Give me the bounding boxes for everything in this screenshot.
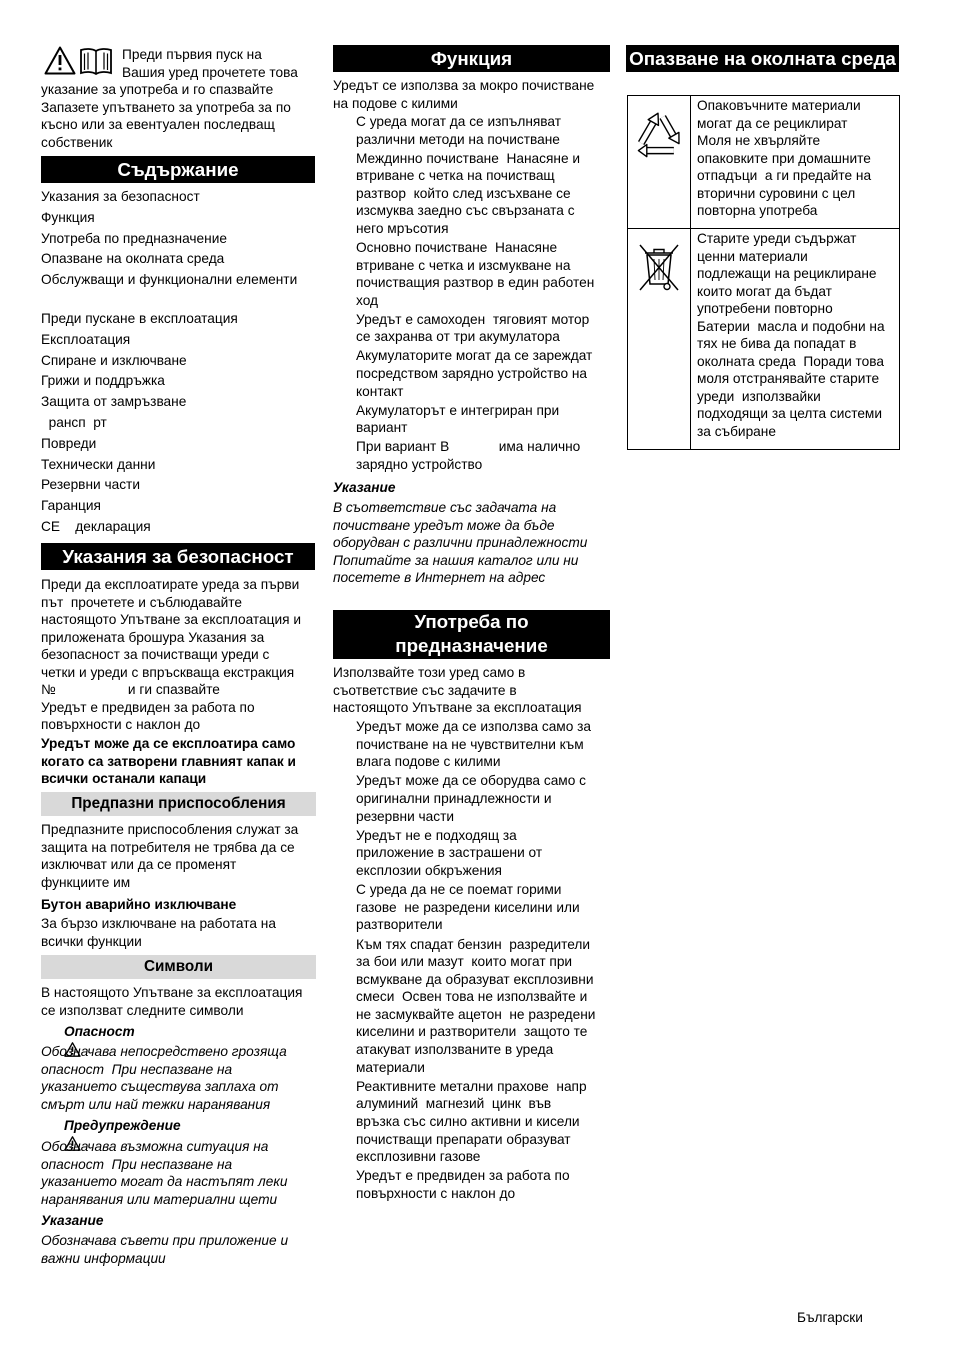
italic-line: оборудван с различни принадлежности bbox=[333, 535, 588, 551]
italic-line: Обозначава непосредствено грозяща bbox=[41, 1044, 287, 1059]
toc-item: Повреди bbox=[41, 435, 97, 451]
list-item-line: При вариант В има налично bbox=[356, 439, 581, 455]
list-item-line: почистване на не чувствителни към bbox=[356, 736, 584, 752]
table-text-line: подходящи за целта системи bbox=[697, 406, 882, 422]
toc-item: Функция bbox=[41, 209, 95, 225]
list-item-line: резервни части bbox=[356, 808, 455, 824]
bold-line: Уредът може да се експлоатира само bbox=[41, 736, 296, 751]
table-text-line: Опаковъчните материали bbox=[697, 98, 861, 113]
list-item bbox=[356, 150, 594, 238]
list-item-line: повърхности с наклон до bbox=[356, 1186, 516, 1201]
paragraph-line: защита на потребителя не трябва да се bbox=[41, 839, 295, 855]
list-item-line: различни методи на почистване bbox=[356, 131, 560, 147]
toc-item: Преди пускане в експлоатация bbox=[41, 311, 238, 326]
list-item-line: разтворители bbox=[356, 917, 443, 933]
italic-line: посетете в Интернет на адрес bbox=[333, 570, 546, 586]
intro-text-continued bbox=[41, 81, 291, 151]
toc-item: рансп рт bbox=[41, 414, 107, 430]
italic-line: почистване уредът може да бъде bbox=[333, 517, 555, 533]
table-text-line: Моля не хвърляйте bbox=[697, 133, 821, 149]
paragraph-line: се използват следните символи bbox=[41, 1002, 244, 1018]
toc-item: Обслужващи и функционални елементи bbox=[41, 272, 298, 288]
list-item bbox=[356, 881, 595, 934]
page-language-footer: Български bbox=[797, 1310, 863, 1325]
list-item-line: Уредът е предвиден за работа по bbox=[356, 1168, 570, 1184]
environment-table bbox=[627, 95, 900, 450]
intro-line: късно или за евентуален последващ bbox=[41, 117, 275, 133]
list-item bbox=[356, 718, 595, 771]
function-note-text bbox=[333, 499, 587, 587]
italic-line: важни информации bbox=[41, 1250, 166, 1266]
paragraph-line: настоящото Упътване за експлоатация bbox=[333, 700, 582, 716]
toc-item: Указания за безопасност bbox=[41, 189, 200, 204]
list-item bbox=[356, 239, 594, 309]
list-item-line: не засмуквайте ацетон не разредени bbox=[356, 1006, 596, 1022]
italic-line: наранявания или материални щети bbox=[41, 1191, 278, 1207]
list-item-line: изсмуква заедно със свързаната с bbox=[356, 203, 575, 219]
list-item-line: връзка със силно активни и кисели bbox=[356, 1114, 580, 1130]
intended-use-list bbox=[356, 718, 595, 1203]
symbols-intro bbox=[41, 984, 302, 1019]
italic-line: Обозначава съвети при приложение и bbox=[41, 1233, 289, 1248]
protective-devices-heading bbox=[41, 792, 316, 816]
toc-item: Опазване на околната среда bbox=[41, 251, 225, 267]
paragraph-line: настоящото Упътване за експлоатация и bbox=[41, 612, 301, 628]
paragraph-line: четки и уреди с впръскваща екстракция bbox=[41, 664, 295, 680]
table-text-line: околната среда Поради това bbox=[697, 353, 884, 369]
table-row-divider bbox=[628, 228, 899, 229]
list-item-line: Акумулаторите могат да се зареждат bbox=[356, 348, 593, 364]
list-item-line: се захранва от три акумулатора bbox=[356, 329, 560, 345]
warning-label: Предупреждение bbox=[64, 1118, 181, 1133]
toc-list-continued bbox=[41, 309, 238, 538]
list-item bbox=[356, 1167, 595, 1202]
italic-line: В съответствие със задачата на bbox=[333, 500, 557, 515]
list-item-line: Основно почистване Нанасяне bbox=[356, 240, 558, 256]
paragraph-line: Предпазните приспособления служат за bbox=[41, 822, 299, 837]
toc-item: Защита от замръзване bbox=[41, 394, 187, 410]
intro-line: Запазете упътването за употреба за по bbox=[41, 99, 291, 115]
danger-label-row bbox=[41, 1023, 241, 1041]
protective-devices-heading-text: Предпазни приспособления bbox=[71, 795, 286, 812]
packaging-recycling-text bbox=[697, 97, 871, 220]
list-item-line: експлозии обкръжения bbox=[356, 862, 502, 878]
emergency-stop-text bbox=[41, 915, 276, 950]
paragraph-line: Уредът е предвиден за работа по bbox=[41, 699, 255, 715]
paragraph-line: За бързо изключване на работата на bbox=[41, 916, 276, 931]
list-item-line: зарядно устройство bbox=[356, 456, 483, 472]
toc-item: Употреба по предназначение bbox=[41, 230, 227, 246]
old-appliances-recycling-text bbox=[697, 230, 885, 441]
table-text-line: отпадъци а ги предайте на bbox=[697, 168, 872, 184]
list-item-line: за бои или мазут които могат при bbox=[356, 954, 573, 970]
table-text-line: подлежащи на рециклиране bbox=[697, 266, 877, 282]
table-text-line: които могат да бъдат bbox=[697, 283, 832, 299]
list-item-line: експлозивни газове bbox=[356, 1149, 481, 1165]
italic-line: Обозначава възможна ситуация на bbox=[41, 1139, 269, 1154]
table-text-line: повторна употреба bbox=[697, 203, 818, 219]
table-text-line: опаковките при домашните bbox=[697, 150, 871, 166]
table-text-line: могат да се рециклират bbox=[697, 115, 848, 131]
intended-use-heading-line: предназначение bbox=[395, 635, 548, 656]
environment-heading bbox=[626, 45, 899, 72]
table-text-line: ценни материали bbox=[697, 248, 808, 264]
intro-line: собственик bbox=[41, 134, 113, 150]
environment-heading-text: Опазване на околната среда bbox=[629, 48, 896, 69]
symbols-heading-text: Символи bbox=[143, 958, 214, 975]
table-text-line: вторични суровини с цел bbox=[697, 185, 856, 201]
table-text-line: Батерии масла и подобни на bbox=[697, 318, 885, 334]
danger-label: Опасност bbox=[64, 1024, 135, 1039]
function-list bbox=[356, 113, 594, 474]
list-item-line: приложение в застрашени от bbox=[356, 845, 543, 861]
list-item-line: Реактивните метални прахове напр bbox=[356, 1078, 587, 1094]
toc-item: Технически данни bbox=[41, 456, 156, 472]
list-item bbox=[356, 402, 594, 437]
symbols-heading bbox=[41, 955, 316, 979]
italic-line: указанието съществува заплаха от bbox=[41, 1079, 279, 1095]
list-item bbox=[356, 311, 594, 346]
note-description bbox=[41, 1232, 288, 1267]
list-item-line: всмукване да образуват експлозивни bbox=[356, 971, 594, 987]
list-item-line: Уредът не е подходящ за bbox=[356, 827, 517, 843]
safety-bold-note bbox=[41, 735, 296, 788]
list-item-line: материали bbox=[356, 1059, 425, 1075]
list-item-line: оригинални принадлежности и bbox=[356, 790, 552, 806]
read-manual-book-icon bbox=[79, 46, 113, 79]
italic-line: опасност При неспазване на bbox=[41, 1156, 233, 1172]
emergency-stop-title: Бутон аварийно изключване bbox=[41, 897, 237, 912]
intro-line: Вашия уред прочетете това bbox=[122, 64, 298, 80]
function-heading-text: Функция bbox=[430, 48, 513, 69]
intended-use-intro bbox=[333, 664, 582, 717]
list-item-line: втриване с четка и изсмукване на bbox=[356, 257, 571, 273]
paragraph-line: Използвайте този уред само в bbox=[333, 665, 526, 680]
list-item-line: киселини и разтворители защото те bbox=[356, 1024, 588, 1040]
list-item-line: вариант bbox=[356, 420, 408, 436]
table-text-line: употребени повторно bbox=[697, 301, 833, 317]
list-item-line: контакт bbox=[356, 383, 404, 399]
list-item-line: него мръсотия bbox=[356, 220, 449, 236]
list-item bbox=[356, 936, 595, 1076]
toc-item: Спиране и изключване bbox=[41, 352, 187, 368]
table-text-line: моля отстранявайте старите bbox=[697, 371, 880, 387]
list-item-line: Акумулаторът е интегриран при bbox=[356, 402, 560, 418]
recycle-icon bbox=[630, 101, 686, 164]
paragraph-line: повърхности с наклон до bbox=[41, 717, 201, 733]
toc-item: Гаранция bbox=[41, 498, 101, 514]
paragraph-line: всички функции bbox=[41, 933, 142, 949]
list-item-line: Междинно почистване Нанасяне и bbox=[356, 150, 580, 166]
intended-use-heading-line: Употреба по bbox=[414, 611, 529, 632]
table-text-line: Старите уреди съдържат bbox=[697, 231, 857, 246]
warning-description bbox=[41, 1138, 287, 1208]
list-item-line: С уреда да не се поемат горими bbox=[356, 882, 562, 898]
bold-line: всички останали капаци bbox=[41, 771, 207, 787]
paragraph-line: функциите им bbox=[41, 874, 131, 890]
toc-list bbox=[41, 187, 297, 291]
list-item-line: алуминий магнезий цинк във bbox=[356, 1096, 552, 1112]
list-item bbox=[356, 438, 594, 473]
italic-line: опасност При неспазване на bbox=[41, 1061, 233, 1077]
bold-line: когато са затворени главният капак и bbox=[41, 753, 296, 769]
list-item-line: Към тях спадат бензин разредители bbox=[356, 936, 591, 952]
intro-line: указание за употреба и го спазвайте bbox=[41, 82, 274, 97]
paragraph-line: В настоящото Упътване за експлоатация bbox=[41, 985, 303, 1000]
italic-line: указанието могат да настъпят леки bbox=[41, 1174, 288, 1190]
toc-heading bbox=[41, 156, 315, 183]
list-item-line: ход bbox=[356, 292, 378, 308]
list-item-line: С уреда могат да се изпълняват bbox=[356, 114, 562, 129]
list-item bbox=[356, 827, 595, 880]
list-item bbox=[356, 113, 594, 148]
paragraph-line: път прочетете и съблюдавайте bbox=[41, 594, 242, 610]
list-item-line: смеси Освен това не използвайте и bbox=[356, 989, 588, 1005]
intro-text bbox=[122, 46, 298, 81]
paragraph-line: № и ги спазвайте bbox=[41, 682, 220, 698]
paragraph-line: Уредът се използва за мокро почистване bbox=[333, 78, 595, 93]
paragraph-line: безопасност за почистващи уреди с bbox=[41, 647, 270, 663]
intro-line: Преди първия пуск на bbox=[122, 47, 262, 62]
function-intro bbox=[333, 77, 594, 112]
list-item-line: атакуват използваните в уреда bbox=[356, 1042, 554, 1058]
list-item bbox=[356, 347, 594, 400]
protective-devices-paragraph bbox=[41, 821, 298, 891]
paragraph-line: приложената брошура Указания за bbox=[41, 629, 265, 645]
list-item-line: влага подове с килими bbox=[356, 754, 501, 770]
table-column-divider bbox=[690, 96, 691, 449]
warning-label-row bbox=[41, 1117, 241, 1135]
toc-item: CE декларация bbox=[41, 518, 151, 534]
function-note-label: Указание bbox=[333, 480, 396, 495]
list-item-line: газове не разредени киселини или bbox=[356, 899, 580, 915]
safety-heading bbox=[41, 543, 315, 570]
table-text-line: уреди използвайки bbox=[697, 388, 821, 404]
safety-paragraph bbox=[41, 576, 301, 734]
toc-item: Експлоатация bbox=[41, 331, 131, 347]
toc-heading-text: Съдържание bbox=[117, 159, 239, 180]
list-item-line: втриване с четка на почистващ bbox=[356, 168, 555, 184]
paragraph-line: на подове с килими bbox=[333, 95, 458, 111]
list-item-line: посредством зарядно устройство на bbox=[356, 366, 588, 382]
function-heading bbox=[333, 45, 610, 72]
list-item-line: разтвор който след изсъхване се bbox=[356, 185, 571, 201]
list-item-line: почистващия разтвор в един работен bbox=[356, 275, 595, 291]
note-label: Указание bbox=[41, 1213, 104, 1228]
table-text-line: за събиране bbox=[697, 424, 776, 440]
list-item-line: почистващи препарати образуват bbox=[356, 1131, 571, 1147]
paragraph-line: изключват или да се променят bbox=[41, 857, 237, 873]
table-text-line: тях не бива да попадат в bbox=[697, 336, 857, 352]
paragraph-line: съответствие със задачите в bbox=[333, 682, 517, 698]
danger-description bbox=[41, 1043, 287, 1113]
list-item-line: Уредът може да се оборудва само с bbox=[356, 773, 586, 789]
toc-item: Резервни части bbox=[41, 477, 140, 493]
warning-triangle-icon bbox=[44, 46, 76, 78]
list-item-line: Уредът е самоходен тяговият мотор bbox=[356, 311, 590, 327]
toc-item: Грижи и поддръжка bbox=[41, 373, 165, 389]
list-item bbox=[356, 772, 595, 825]
list-item-line: Уредът може да се използва само за bbox=[356, 719, 592, 734]
paragraph-line: Преди да експлоатирате уреда за първи bbox=[41, 577, 300, 592]
italic-line: смърт или най тежки наранявания bbox=[41, 1096, 271, 1112]
list-item bbox=[356, 1078, 595, 1166]
intended-use-heading bbox=[333, 610, 610, 659]
italic-line: Попитайте за нашия каталог или ни bbox=[333, 552, 579, 568]
crossed-out-bin-icon bbox=[636, 240, 682, 299]
safety-heading-text: Указания за безопасност bbox=[62, 546, 294, 567]
